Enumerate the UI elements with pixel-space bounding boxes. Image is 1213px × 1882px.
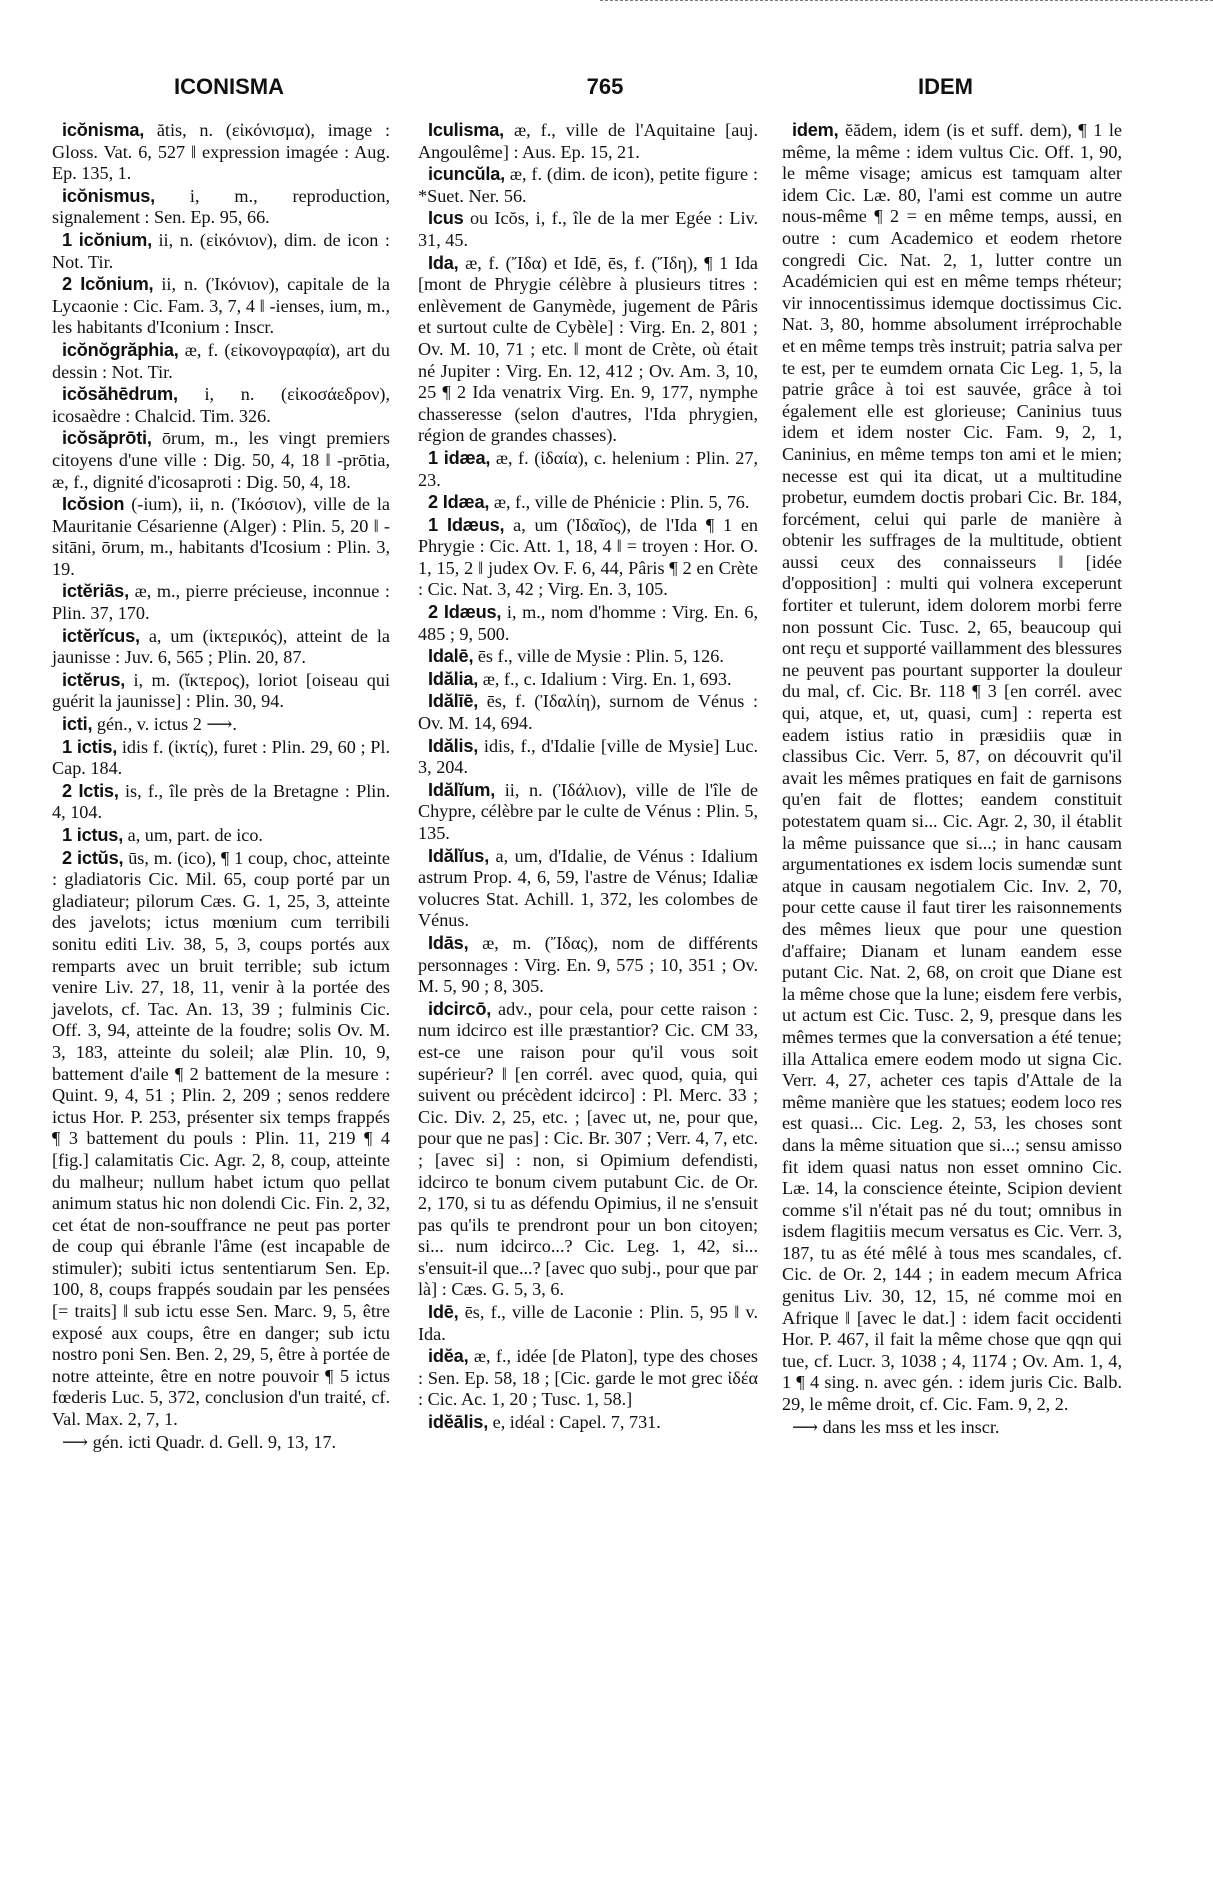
- dictionary-entry: [52, 120, 390, 185]
- dictionary-entry: [52, 186, 390, 229]
- entry-definition: i, m., nom d'homme : Virg. En. 6, 485 ; 9, 500.: [418, 602, 758, 644]
- entry-definition: adv., pour cela, pour cette raison : num idcirco est ille præstantior? Cic. CM 33, est-ce une raison pour qu'il vous soit supérieur? ‖ [en corrél. avec quod, quia, qui suivent ou précèdent idcirco] : Pl. Merc. 33 ; Cic. Div. 2, 25, etc. ; [avec ut, ne, pour que, pour que ne pas] : Cic. Br. 307 ; Verr. 4, 7, etc. ; [avec si] : non, si Opimium defendisti, idcirco te bonum civem putabunt Cic. de Or. 2, 170, si tu as défendu Opimius, il ne s'ensuit pas qu'ils te prendront pour un bon citoyen; si... num idcirco...? Cic. Leg. 1, 42, si... s'ensuit-il que...? [avec quo subj., pour que par là] : Cæs. G. 5, 3, 6.: [418, 998, 758, 1300]
- entry-definition: ōrum, m., les vingt premiers citoyens d'une ville : Dig. 50, 4, 18 ‖ -prōtia, æ, f., dignité d'icosaproti : Dig. 50, 4, 18.: [52, 428, 390, 492]
- entry-definition: æ, f. (ἰδαία), c. helenium : Plin. 27, 23.: [418, 447, 758, 490]
- entry-headword: icŏsăprōti,: [62, 428, 152, 449]
- dictionary-entry: [52, 384, 390, 427]
- entry-definition: æ, f., ville de l'Aquitaine [auj. Angoulême] : Aus. Ep. 15, 21.: [418, 120, 758, 162]
- header-first-headword: ICONISMA: [174, 74, 284, 99]
- entry-headword: 1 ictis,: [62, 736, 118, 757]
- column-right: [782, 120, 1122, 1439]
- dictionary-entry: [418, 1346, 758, 1411]
- dictionary-entry: [52, 1432, 390, 1454]
- dictionary-entry: [418, 253, 758, 447]
- entry-definition: ⟶ gén. icti Quadr. d. Gell. 9, 13, 17.: [62, 1431, 337, 1452]
- entry-definition: æ, f., ville de Phénicie : Plin. 5, 76.: [489, 492, 750, 513]
- entry-definition: ūs, m. (ico), ¶ 1 coup, choc, atteinte : gladiatoris Cic. Mil. 65, coup porté par un gladiateur; pilorum Cæs. G. 1, 25, 3, atteinte des javelots; ictus mœnium cum terribili sonitu editi Liv. 38, 5, 3, coups portés aux remparts avec un bruit terrible; sub ictum venire Liv. 27, 18, 11, venir à la portée des javelots, cf. Tac. An. 13, 39 ; fulminis Cic. Off. 3, 94, atteinte de la foudre; solis Ov. M. 3, 183, atteinte du soleil; alæ Plin. 10, 9, battement d'aile ¶ 2 battement de la mesure : Quint. 9, 4, 51 ; Plin. 2, 209 ; senos reddere ictus Hor. P. 253, présenter six temps frappés ¶ 3 battement du pouls : Plin. 11, 219 ¶ 4 [fig.] calamitatis Cic. Agr. 2, 8, coup, atteinte du malheur; nullum habet ictum quo pellat animum status hic non dolendi Cic. Fin. 2, 32, cet état de non-souffrance ne peut pas porter de coup qui ébranle l'âme (est incapable de stimuler); subiti ictus sententiarum Sen. Ep. 100, 8, coups frappés soudain par les pensées [= traits] ‖ sub ictu esse Sen. Marc. 9, 5, être exposé aux coups, être en danger; sub ictu nostro poni Sen. Ben. 2, 29, 5, être à portée de notre atteinte, être en notre pouvoir ¶ 5 ictus fœderis Luc. 5, 372, conclusion d'un traité, cf. Val. Max. 2, 7, 1.: [52, 847, 390, 1430]
- entry-definition: æ, m. (Ἴδας), nom de différents personnages : Virg. En. 9, 575 ; 10, 351 ; Ov. M. 5, 90 ; 8, 305.: [418, 932, 758, 997]
- entry-headword: Idălia,: [428, 668, 479, 689]
- entry-definition: e, idéal : Capel. 7, 731.: [488, 1412, 661, 1433]
- entry-definition: æ, f., c. Idalium : Virg. En. 1, 693.: [478, 668, 732, 689]
- dictionary-entry: [418, 492, 758, 514]
- entry-definition: gén., v. ictus 2 ⟶.: [92, 714, 237, 735]
- entry-headword: 2 Idæus,: [428, 602, 502, 623]
- entry-headword: 2 Icŏnium,: [62, 274, 154, 295]
- dictionary-entry: [418, 164, 758, 207]
- dictionary-entry: [418, 999, 758, 1301]
- dictionary-entry: [52, 230, 390, 273]
- dictionary-entry: [418, 933, 758, 998]
- entry-headword: icti,: [62, 714, 93, 735]
- entry-definition: ēs f., ville de Mysie : Plin. 5, 126.: [473, 646, 724, 667]
- dictionary-entry: [418, 1412, 758, 1434]
- dictionary-entry: [782, 120, 1122, 1416]
- entry-definition: a, um, d'Idalie, de Vénus : Idalium astrum Prop. 4, 6, 59, l'astre de Vénus; Idaliæ volucres Stat. Achill. 1, 372, les colombes de Vénus.: [418, 845, 758, 931]
- dictionary-entry: [52, 494, 390, 580]
- entry-headword: 1 idæa,: [428, 447, 491, 468]
- entry-definition: idis f. (ἰκτίς), furet : Plin. 29, 60 ; Pl. Cap. 184.: [52, 736, 390, 779]
- entry-headword: icŏnisma,: [62, 120, 145, 140]
- entry-headword: Idalē,: [428, 646, 474, 667]
- entry-headword: Idălīē,: [428, 691, 479, 712]
- dictionary-entry: [52, 848, 390, 1431]
- page-number: 765: [586, 74, 624, 99]
- entry-definition: i, m. (ἴκτερος), loriot [oiseau qui guérit la jaunisse] : Plin. 30, 94.: [52, 669, 390, 712]
- entry-headword: ictĕrĭcus,: [62, 625, 140, 646]
- dictionary-entry: [52, 737, 390, 780]
- entry-headword: 2 Idæa,: [428, 492, 490, 513]
- dictionary-entry: [418, 846, 758, 932]
- entry-definition: æ, f. (Ἴδα) et Idē, ēs, f. (Ἴδη), ¶ 1 Ida [mont de Phrygie célèbre à plusieurs titres : enlèvement de Ganymède, jugement de Pâris et surtout culte de Cybèle] : Virg. En. 2, 801 ; Ov. M. 10, 71 ; etc. ‖ mont de Crète, où était né Jupiter : Virg. En. 12, 412 ; Ov. Am. 3, 10, 25 ¶ 2 Ida venatrix Virg. En. 9, 177, nymphe chasseresse (selon d'autres, l'Ida phrygien, région de grandes chasses).: [418, 252, 758, 446]
- entry-headword: ictĕrus,: [62, 669, 126, 690]
- entry-definition: ii, n. (Ἰκόνιον), capitale de la Lycaonie : Cic. Fam. 3, 7, 4 ‖ -ienses, ium, m., les habitants d'Iconium : Inscr.: [52, 274, 390, 338]
- entry-headword: 1 ictus,: [62, 825, 124, 845]
- entry-headword: Idē,: [428, 1302, 459, 1323]
- dictionary-entry: [418, 208, 758, 251]
- running-header: [0, 74, 1213, 104]
- dictionary-entry: [52, 825, 390, 847]
- dictionary-entry: [52, 428, 390, 493]
- entry-definition: ătis, n. (εἰκόνισμα), image : Gloss. Vat. 6, 527 ‖ expression imagée : Aug. Ep. 135, 1.: [52, 120, 390, 184]
- dictionary-entry: [418, 691, 758, 734]
- entry-definition: æ, f. (dim. de icon), petite figure : *Suet. Ner. 56.: [418, 164, 758, 206]
- entry-headword: icuncŭla,: [428, 164, 506, 185]
- entry-definition: (-ium), ii, n. (Ἰκόσιον), ville de la Mauritanie Césarienne (Alger) : Plin. 5, 20 ‖ -sitāni, ōrum, m., habitants d'Icosium : Plin. 3, 19.: [52, 494, 390, 579]
- dictionary-entry: [418, 780, 758, 845]
- column-left: [52, 120, 390, 1454]
- entry-definition: ii, n. (Ἰδάλιον), ville de l'île de Chypre, célèbre par le culte de Vénus : Plin. 5, 135.: [418, 779, 758, 843]
- entry-definition: æ, f., idée [de Platon], type des choses : Sen. Ep. 58, 18 ; [Cic. garde le mot grec ἰδέα : Cic. Ac. 1, 20 ; Tusc. 1, 58.]: [418, 1346, 758, 1410]
- dictionary-entry: [52, 581, 390, 624]
- header-last-headword: IDEM: [918, 74, 973, 99]
- entry-headword: idĕa,: [428, 1346, 469, 1367]
- dictionary-entry: [418, 515, 758, 601]
- entry-definition: ⟶ dans les mss et les inscr.: [792, 1416, 1000, 1437]
- entry-headword: 2 ictŭs,: [62, 847, 124, 868]
- dictionary-entry: [418, 646, 758, 668]
- entry-headword: Ida,: [428, 252, 459, 273]
- entry-headword: 1 Idæus,: [428, 514, 505, 535]
- dictionary-entry: [52, 670, 390, 713]
- entry-headword: idem,: [792, 120, 839, 140]
- dictionary-entry: [418, 602, 758, 645]
- dictionary-entry: [52, 626, 390, 669]
- entry-headword: 2 Ictis,: [62, 780, 119, 801]
- dictionary-entry: [418, 736, 758, 779]
- dictionary-entry: [418, 448, 758, 491]
- dictionary-entry: [52, 781, 390, 824]
- dictionary-entry: [52, 340, 390, 383]
- dictionary-entry: [418, 120, 758, 163]
- entry-definition: idis, f., d'Idalie [ville de Mysie] Luc. 3, 204.: [418, 735, 758, 778]
- entry-definition: æ, m., pierre précieuse, inconnue : Plin. 37, 170.: [52, 581, 390, 624]
- entry-headword: Idălis,: [428, 735, 479, 756]
- dictionary-entry: [782, 1417, 1122, 1439]
- entry-definition: is, f., île près de la Bretagne : Plin. 4, 104.: [52, 780, 390, 823]
- entry-headword: Icŏsion: [62, 494, 125, 515]
- entry-headword: idĕālis,: [428, 1412, 489, 1433]
- entry-definition: i, n. (εἰκοσάεδρον), icosaèdre : Chalcid. Tim. 326.: [52, 384, 390, 426]
- dictionary-entry: [52, 714, 390, 736]
- entry-headword: Iculisma,: [428, 120, 505, 140]
- top-border-line: [600, 0, 1213, 1]
- column-middle: [418, 120, 758, 1435]
- entry-definition: ēs, f. (Ἰδαλίη), surnom de Vénus : Ov. M. 14, 694.: [418, 691, 758, 734]
- entry-definition: ēs, f., ville de Laconie : Plin. 5, 95 ‖ v. Ida.: [418, 1302, 758, 1344]
- entry-headword: ictĕriās,: [62, 581, 129, 602]
- entry-headword: Icus: [428, 208, 464, 229]
- entry-definition: ĕădem, idem (is et suff. dem), ¶ 1 le même, la même : idem vultus Cic. Off. 1, 90, le même visage; amicus est tamquam alter idem Cic. Læ. 80, l'ami est comme un autre nous-même ¶ 2 = en même temps, aussi, en outre : cum Academico et eodem rhetore congredi Cic. Nat. 2, 1, lutter contre un Académicien qui est en même temps rhéteur; vir innocentissimus idemque doctissimus Cic. Nat. 3, 80, homme absolument irréprochable et en même temps très instruit; patria salva per te est, per te eumdem ornata Cic Leg. 1, 5, la patrie grâce à toi est sauvée, grâce à toi également elle est glorieuse; Caninius tuus idem et idem noster Cic. Fam. 9, 2, 1, Caninius, en même temps ton ami et le mien; necesse est qui ita dicat, ut a multitudine probetur, eumdem doctis probari Cic. Br. 184, forcément, celui qui parle de manière à obtenir les suffrages de la multitude, obtient aussi ceux des connaisseurs ‖ [idée d'opposition] : multi qui volnera exceperunt fortiter et tulerunt, idem dolorem morbi ferre non possunt Cic. Tusc. 2, 65, beaucoup qui ont reçu et supporté vaillamment des blessures ne peuvent pas pourtant supporter la douleur du mal, cf. Cic. Br. 118 ¶ 3 [en corrél. avec qui, atque, et, ut, quasi, cum] : reperta est eadem istius ratio in præsidiis quæ in classibus Cic. Verr. 5, 87, on découvrit qu'il avait les mêmes pratiques en fait de garnisons qu'en fait de flottes; eandem constituit potestatem quam si... Cic. Agr. 2, 30, il établit la même puissance que si...; in hanc causam argumentationes ex isdem locis sumendæ sunt atque in causam negotialem Cic. Inv. 2, 70, pour cette cause il faut tirer les raisonnements des mêmes lieux que pour une question d'affaire; Dianam et lunam eandem esse putant Cic. Nat. 2, 68, on croit que Diane est la même chose que la lune; eisdem fere verbis, ut actum est Cic. Tusc. 2, 9, presque dans les mêmes termes que la conversation a été tenue; illa Attalica emere eodem modo ut signa Cic. Verr. 4, 27, acheter ces tapis d'Attale de la même manière que les statues; eodem loco res est quasi... Cic. Leg. 2, 53, les choses sont dans la même situation que si...; sensu amisso fit idem quasi natus non esset omnino Cic. Læ. 14, la conscience éteinte, Scipion devient comme s'il n'était pas né du tout; omnibus in isdem flagitiis mecum versatus es Cic. Verr. 3, 187, tu as été mêlé à tous mes scandales, cf. Cic. de Or. 2, 144 ; in eadem mecum Africa genitus Liv. 30, 12, 15, né comme moi en Afrique ‖ [avec le dat.] : idem facit occidenti Hor. P. 467, il fait la même chose que qqn qui tue, cf. Lucr. 3, 1038 ; 4, 1174 ; Ov. Am. 1, 4, 1 ¶ 4 sing. n. avec gén. : idem juris Cic. Balb. 29, le même droit, cf. Cic. Fam. 9, 2, 2.: [782, 120, 1122, 1415]
- entry-headword: icŏnismus,: [62, 185, 156, 206]
- entry-headword: Idălĭus,: [428, 845, 490, 866]
- entry-definition: æ, f. (εἰκονογραφία), art du dessin : Not. Tir.: [52, 339, 390, 382]
- entry-headword: icŏnŏgrăphia,: [62, 339, 179, 360]
- entry-definition: i, m., reproduction, signalement : Sen. Ep. 95, 66.: [52, 185, 390, 228]
- entry-headword: 1 icŏnium,: [62, 229, 152, 250]
- entry-headword: icŏsăhēdrum,: [62, 384, 178, 405]
- entry-headword: idcircō,: [428, 998, 492, 1019]
- entry-definition: a, um, part. de ico.: [123, 825, 263, 845]
- dictionary-entry: [418, 1302, 758, 1345]
- entry-definition: a, um (Ἰδαῖος), de l'Ida ¶ 1 en Phrygie : Cic. Att. 1, 18, 4 ‖ = troyen : Hor. O. 1, 15, 2 ‖ judex Ov. F. 6, 44, Pâris ¶ 2 en Crète : Cic. Nat. 3, 42 ; Virg. En. 3, 105.: [418, 514, 758, 600]
- entry-headword: Idălĭum,: [428, 779, 496, 800]
- entry-headword: Idās,: [428, 932, 469, 953]
- dictionary-entry: [52, 274, 390, 339]
- dictionary-entry: [418, 669, 758, 691]
- entry-definition: ou Icŏs, i, f., île de la mer Egée : Liv. 31, 45.: [418, 208, 758, 250]
- entry-definition: ii, n. (εἰκόνιον), dim. de icon : Not. Tir.: [52, 229, 390, 272]
- entry-definition: a, um (ἰκτερικός), atteint de la jaunisse : Juv. 6, 565 ; Plin. 20, 87.: [52, 625, 390, 668]
